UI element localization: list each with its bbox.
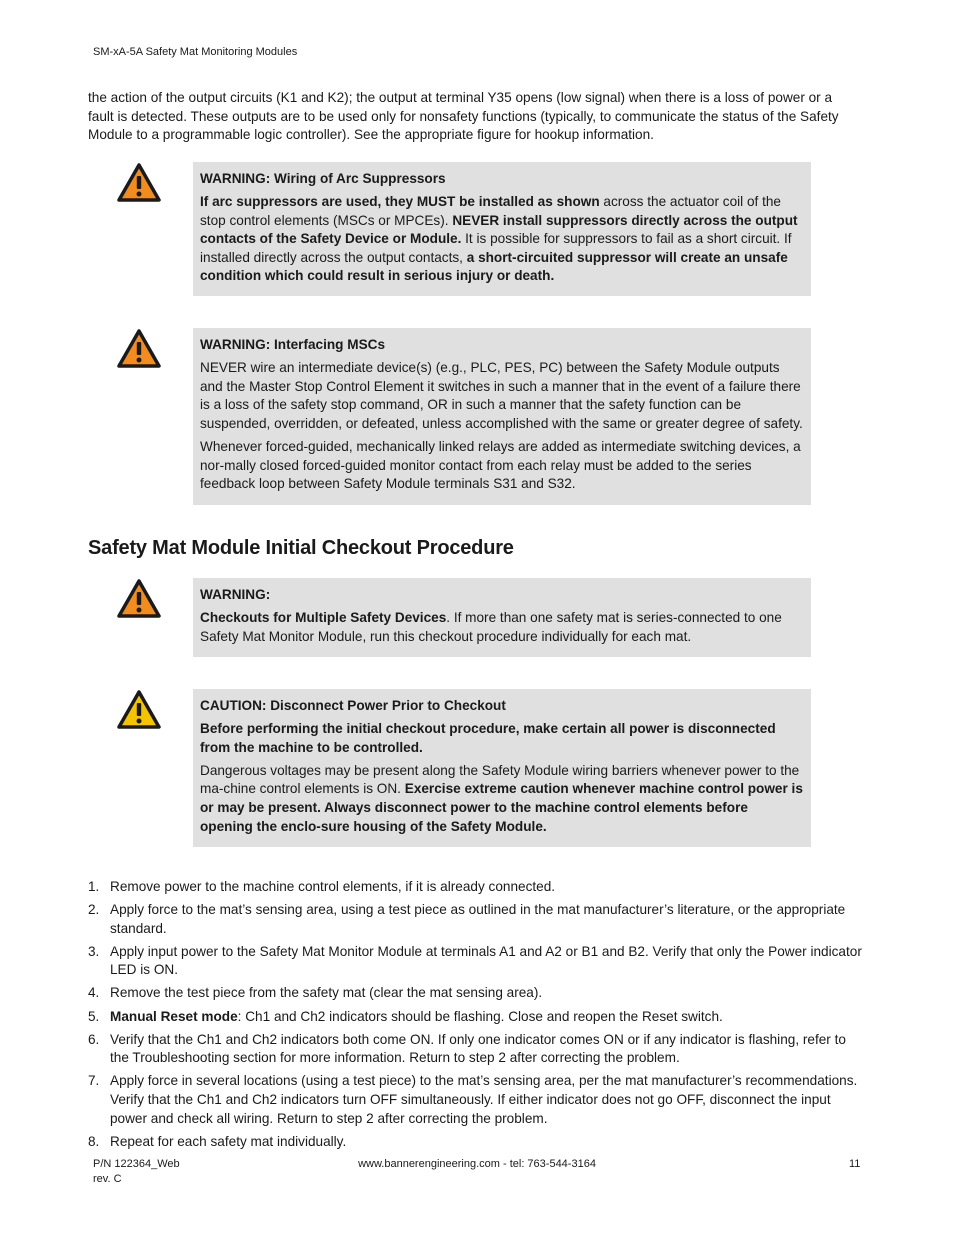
step-text: Verify that the Ch1 and Ch2 indicators both come ON. If only one indicator comes ON or if any indicator is flashing, refer to the Troubleshooting section for more information. Return to step 2 after correcting the problem. <box>110 1031 846 1066</box>
step-number: 8. <box>88 1133 100 1149</box>
warning-box <box>193 578 811 657</box>
warning-body: Checkouts for Multiple Safety Devices. If more than one safety mat is series-connected to one Safety Mat Monitor Module, run this checkout procedure individually for each mat. <box>200 610 782 644</box>
caution-title: CAUTION: Disconnect Power Prior to Checkout <box>200 698 506 713</box>
intro-paragraph: the action of the output circuits (K1 and K2); the output at terminal Y35 opens (low signal) when there is a loss of power or a fault is detected. These outputs are to be used only for nonsafety functions (typically, to communicate the status of the Safety Module to a programmable logic controller). See the appropriate figure for hookup information. <box>88 90 839 143</box>
warning-title: WARNING: Wiring of Arc Suppressors <box>200 171 446 186</box>
warning-box <box>193 328 811 505</box>
caution-body: Before performing the initial checkout procedure, make certain all power is disconnected from the machine to be controlled. <box>200 721 776 755</box>
warning-body: NEVER wire an intermediate device(s) (e.g., PLC, PES, PC) between the Safety Module outputs and the Master Stop Control Element it switches in such a manner that in the event of a failure there is a loss of the safety stop command, OR in such a manner that the safety function can be suspended, overridden, or defeated, unless accomplished with the same or greater degree of safety. <box>200 360 803 431</box>
warning-triangle-icon <box>116 328 162 370</box>
step-text: Apply force in several locations (using a test piece) to the mat’s sensing area, per the mat manufacturer’s recommendations. Verify that the Ch1 and Ch2 indicators turn OFF simultaneously. If either indicator does not go OFF, disconnect the input power and check all wiring. Return to step 2 after correcting the problem. <box>110 1073 858 1126</box>
step-text: Remove power to the machine control elements, if it is already connected. <box>110 879 556 894</box>
page-number: 11 <box>849 1158 861 1170</box>
list-item <box>88 943 863 980</box>
step-number: 6. <box>88 1031 100 1047</box>
list-item <box>88 1072 863 1128</box>
section-heading: Safety Mat Module Initial Checkout Procedure <box>88 537 514 559</box>
footer-contact: www.bannerengineering.com - tel: 763-544-3164 <box>358 1158 596 1170</box>
warning-body: Whenever forced-guided, mechanically linked relays are added as intermediate switching devices, a nor-mally closed forced-guided monitor contact from each relay must be added to the series feedback loop between Safety Module terminals S31 and S32. <box>200 438 801 492</box>
step-text: Remove the test piece from the safety mat (clear the mat sensing area). <box>110 985 543 1001</box>
part-number: P/N 122364_Web <box>93 1158 180 1170</box>
warning-triangle-icon <box>116 578 162 620</box>
list-item <box>88 1133 863 1152</box>
step-number: 5. <box>88 1008 100 1024</box>
step-text: Apply input power to the Safety Mat Monitor Module at terminals A1 and A2 or B1 and B2. Verify that only the Power indicator LED is ON. <box>110 943 862 978</box>
checkout-steps-list <box>88 878 863 1156</box>
step-text: : Ch1 and Ch2 indicators should be flashing. Close and reopen the Reset switch. <box>237 1008 723 1024</box>
warning-body: If arc suppressors are used, they MUST be installed as shown across the actuator coil of the stop control elements (MSCs or MPCEs). NEVER install suppressors directly across the output contacts of the Safety Device or Module. It is possible for suppressors to fail as a short circuit. If installed directly across the output contacts, a short-circuited suppressor will create an unsafe condition which could result in serious injury or death. <box>200 194 798 284</box>
running-header: SM-xA-5A Safety Mat Monitoring Modules <box>93 46 298 58</box>
list-item <box>88 984 863 1003</box>
caution-box <box>193 689 811 847</box>
step-bold-label: Manual Reset mode <box>110 1008 238 1024</box>
step-text: Apply force to the mat’s sensing area, using a test piece as outlined in the mat manufacturer’s literature, or the appropriate standard. <box>110 902 846 936</box>
warning-title: WARNING: <box>200 587 271 602</box>
list-item <box>88 901 863 938</box>
list-item <box>88 878 863 897</box>
warning-title: WARNING: Interfacing MSCs <box>200 337 386 352</box>
step-number: 2. <box>88 902 100 918</box>
revision: rev. C <box>93 1173 122 1185</box>
step-number: 7. <box>88 1073 100 1089</box>
list-item <box>88 1008 863 1027</box>
step-number: 3. <box>88 943 100 959</box>
caution-body: Dangerous voltages may be present along the Safety Module wiring barriers whenever power to the ma-chine control elements is ON. Exercise extreme caution whenever machine control power is or may be present. Always disconnect power to the machine control elements before opening the enclo-sure housing of the Safety Module. <box>200 762 803 834</box>
warning-box <box>193 162 811 296</box>
list-item <box>88 1031 863 1068</box>
step-number: 4. <box>88 985 100 1001</box>
step-number: 1. <box>88 879 100 894</box>
step-text: Repeat for each safety mat individually. <box>110 1133 347 1149</box>
warning-triangle-icon <box>116 162 162 204</box>
caution-triangle-icon <box>116 689 162 731</box>
